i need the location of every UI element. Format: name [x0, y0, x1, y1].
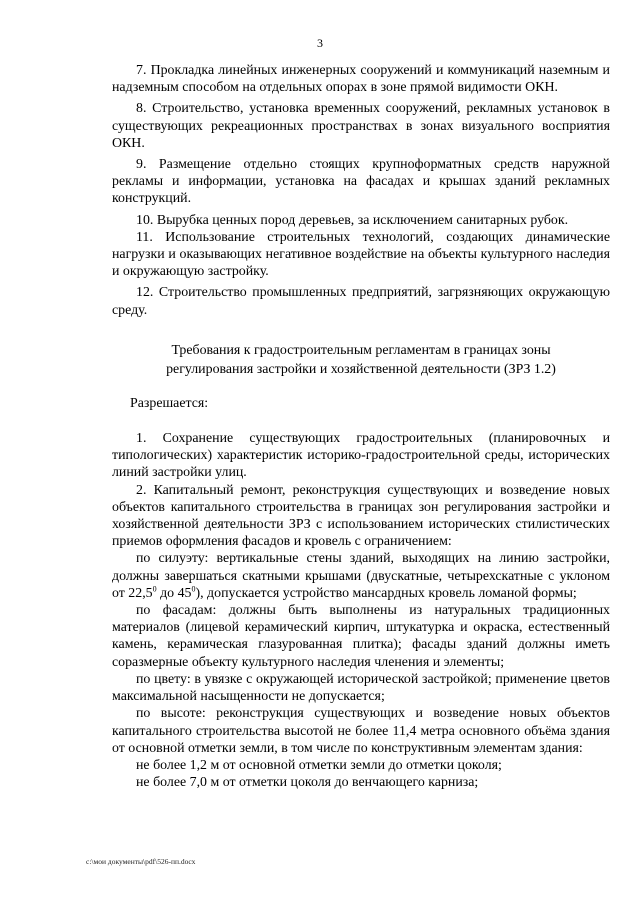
silhouette-clause	[112, 550, 610, 602]
list-item-12: 12. Строительство промышленных предприятий, загрязняющих окружающую среду.	[112, 285, 610, 318]
facades-clause: по фасадам: должны быть выполнены из натуральных традиционных материалов (лицевой керамический кирпич, штукатурка и окраска, естественный камень, керамическая глазурованная плитка); фасады зданий должны иметь соразмерные объекту культурного наследия членения и элементы;	[112, 603, 610, 670]
requirement-2: 2. Капитальный ремонт, реконструкция существующих и возведение новых объектов капитального строительства в границах зон регулирования застройки и хозяйственной деятельности ЗРЗ с использованием исторических стилистических приемов оформления фасадов и кровель с ограничением:	[112, 482, 610, 550]
silhouette-text-2: до 45	[156, 585, 192, 601]
height-limit-2: не более 7,0 м от отметки цоколя до венчающего карниза;	[136, 775, 479, 791]
height-clause: по высоте: реконструкция существующих и возведение новых объектов капитального строительства высотой не более 11,4 метра основного объёма здания от основной отметки земли, в том числе по конструктивным элементам здания:	[112, 706, 610, 756]
silhouette-text-3: ), допускается устройство мансардных кровель ломаной формы;	[195, 585, 577, 601]
degree-mark-1: 0	[152, 584, 157, 594]
color-clause: по цвету: в увязке с окружающей исторической застройкой; применение цветов максимальной насыщенности не допускается;	[112, 671, 610, 705]
degree-mark-2: 0	[191, 584, 196, 594]
list-item-11: 11. Использование строительных технологий, создающих динамические нагрузки и оказывающих негативное воздействие на объекты культурного наследия и окружающую застройку.	[112, 229, 610, 280]
section-heading	[112, 341, 610, 379]
section-heading-line-1: Требования к градостроительным регламентам в границах зоны	[171, 342, 551, 358]
list-item-7: 7. Прокладка линейных инженерных сооружений и коммуникаций наземным и надземным способом на отдельных опорах в зоне прямой видимости ОКН.	[112, 63, 610, 96]
height-limit-1: не более 1,2 м от основной отметки земли до отметки цоколя;	[136, 757, 502, 773]
list-item-8: 8. Строительство, установка временных сооружений, рекламных установок в существующих рекреационных пространствах в зонах визуального восприятия ОКН.	[112, 101, 610, 151]
silhouette-text-1: по силуэту: вертикальные стены зданий, выходящих на линию застройки, должны завершаться скатными крышами (двускатные, четырехскатные с уклоном от 22,5	[112, 551, 610, 601]
list-item-9: 9. Размещение отдельно стоящих крупноформатных средств наружной рекламы и информации, установка на фасадах и крышах зданий рекламных конструкций.	[112, 157, 610, 207]
requirement-1: 1. Сохранение существующих градостроительных (планировочных и типологических) характеристик историко-градостроительной среды, исторических линий застройки улиц.	[112, 431, 610, 481]
page-number: 3	[317, 36, 323, 50]
allowed-label: Разрешается:	[130, 395, 209, 411]
file-path-footer: c:\мои документы\pdf\526-пп.docx	[86, 857, 196, 866]
list-item-10: 10. Вырубка ценных пород деревьев, за исключением санитарных рубок.	[136, 212, 569, 228]
section-heading-line-2: регулирования застройки и хозяйственной деятельности (ЗРЗ 1.2)	[166, 361, 556, 377]
document-body	[112, 62, 610, 791]
